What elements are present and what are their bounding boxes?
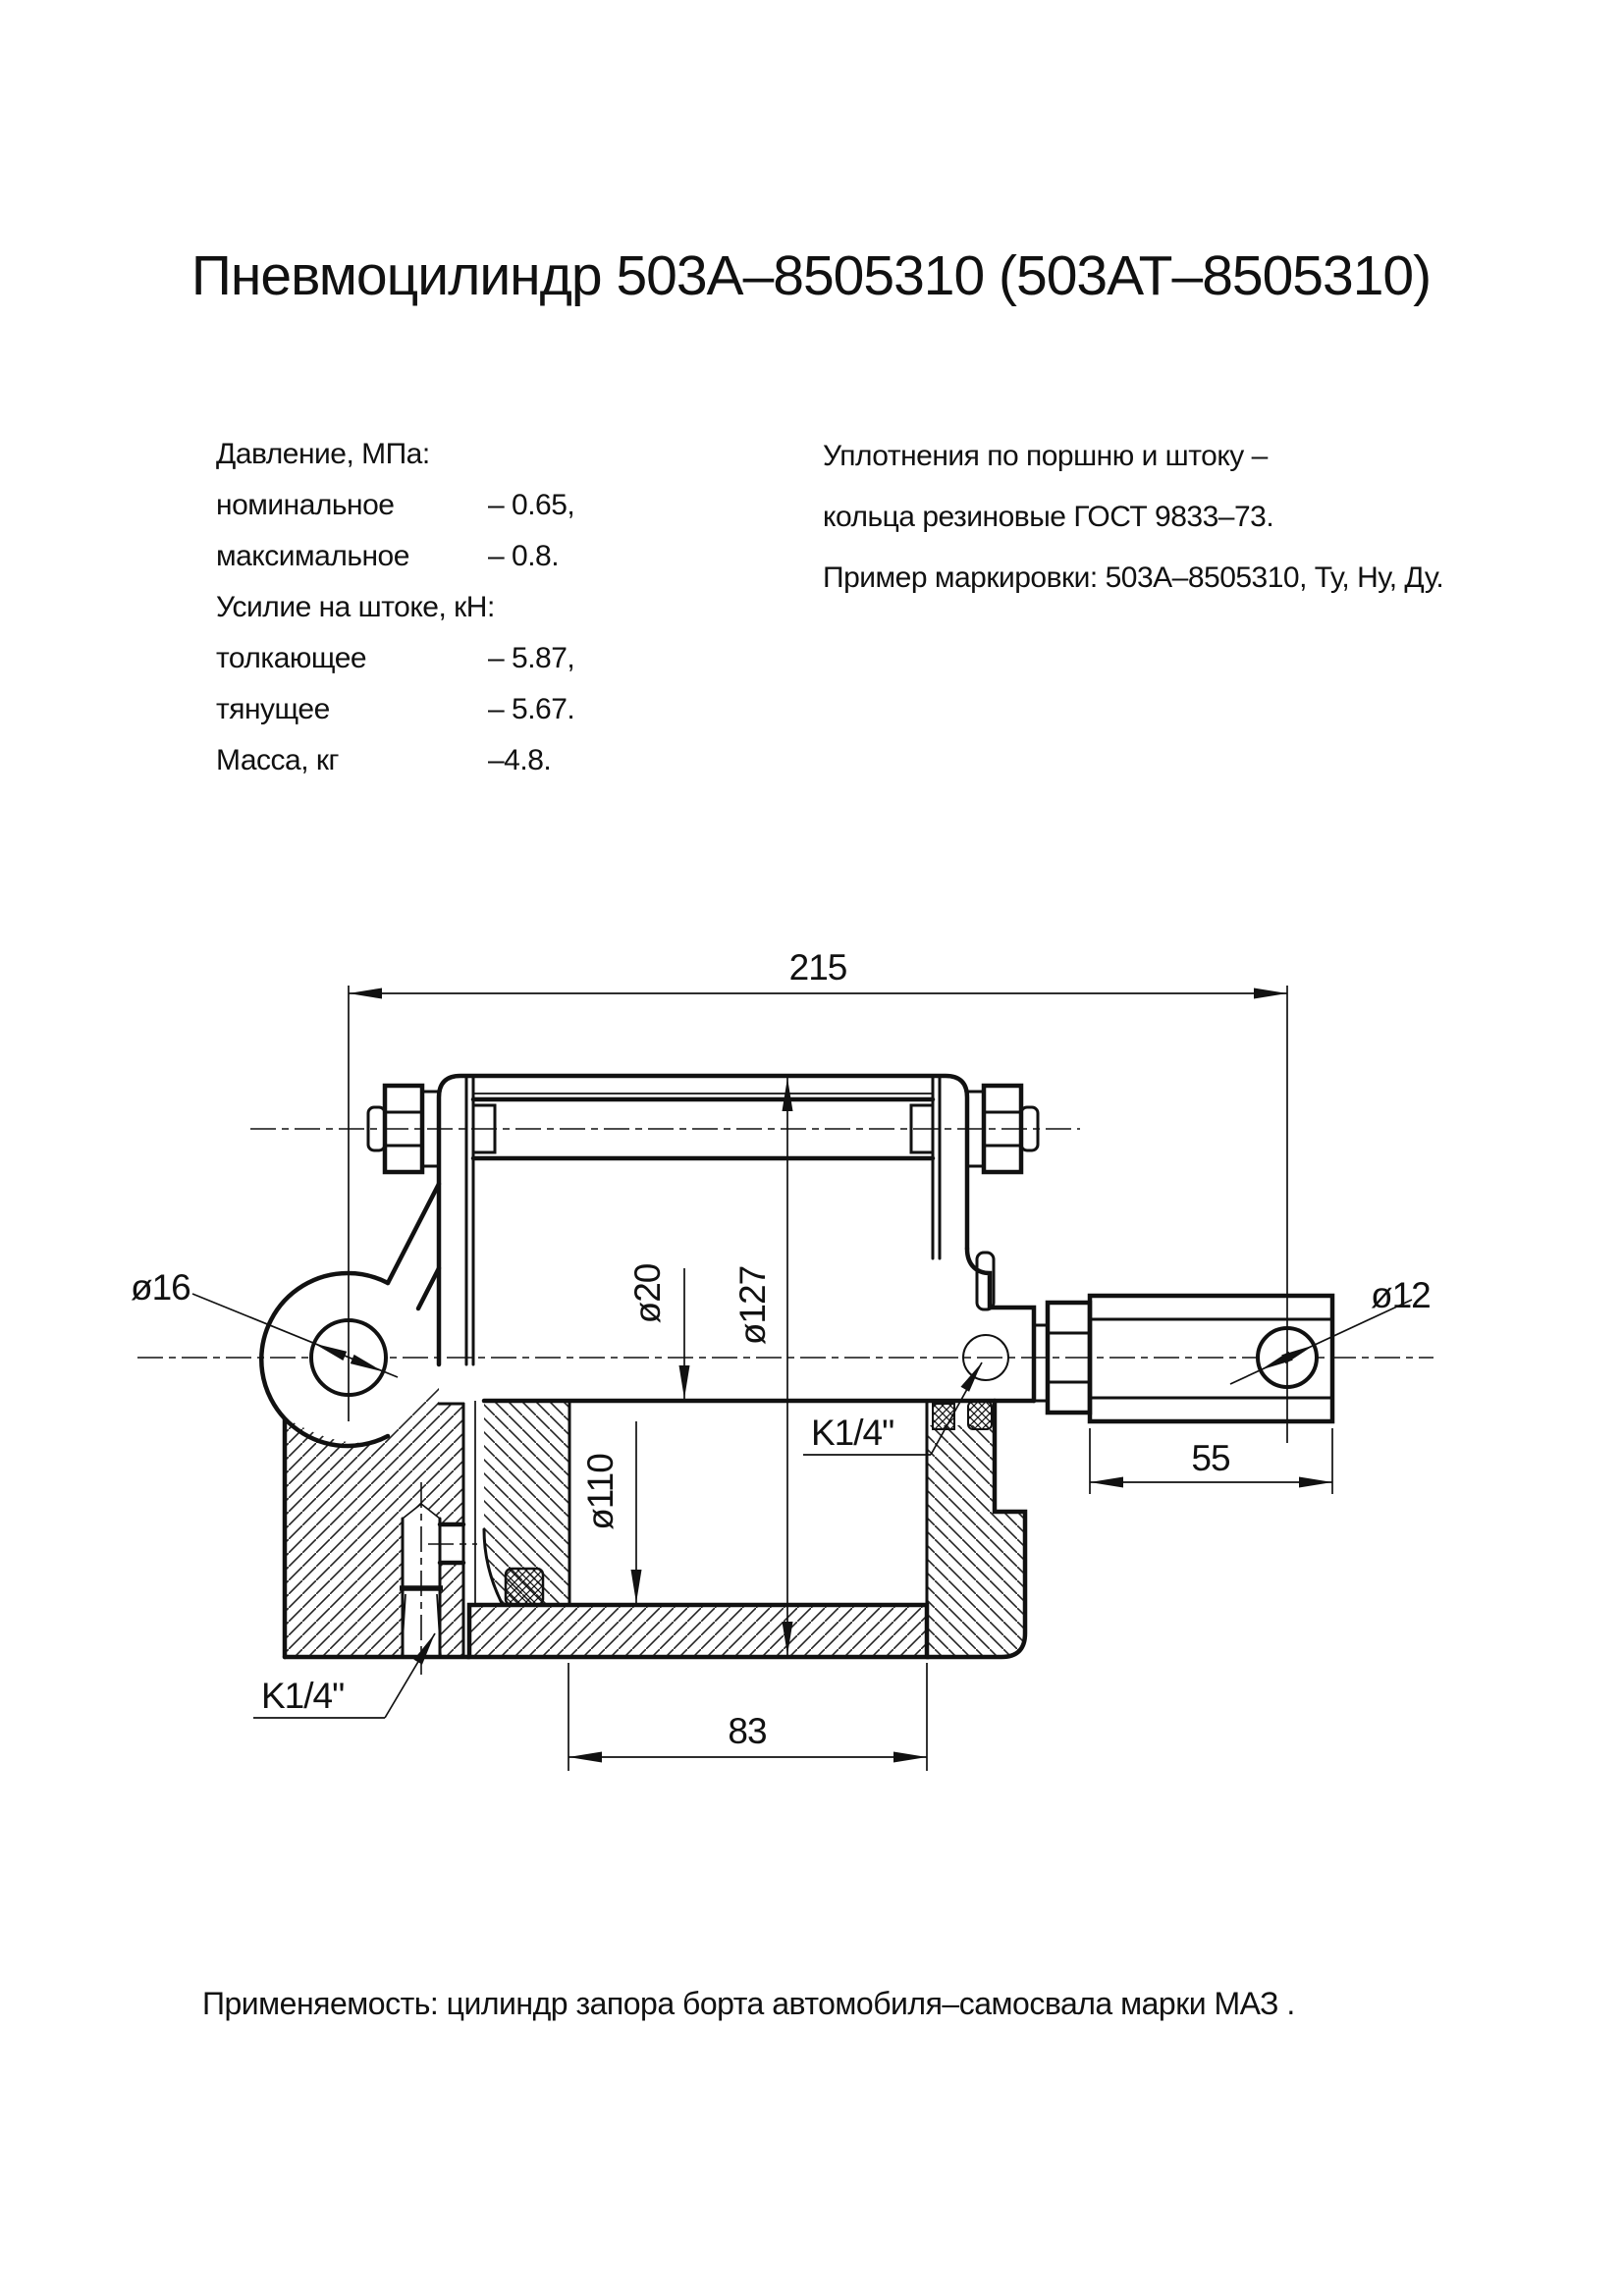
spec-label: Усилие на штоке, кН: xyxy=(216,591,495,623)
bracket-inner-edge xyxy=(418,1268,439,1308)
dim-rod-end-length xyxy=(1090,1428,1332,1494)
spec-value: – 5.87, xyxy=(488,642,575,674)
page-title: Пневмоцилиндр 503А–8505310 (503АТ–8505310) xyxy=(190,244,1432,307)
dim-text-83: 83 xyxy=(728,1711,767,1751)
sealing-line: кольца резиновые ГОСТ 9833–73. xyxy=(823,501,1274,533)
sealing-line: Уплотнения по поршню и штоку – xyxy=(823,440,1268,472)
dim-text-16: ø16 xyxy=(131,1267,190,1308)
spec-label: максимальное xyxy=(216,540,409,572)
sealing-note xyxy=(823,440,1443,594)
spec-value: – 0.8. xyxy=(488,540,560,572)
spec-label: толкающее xyxy=(216,642,367,674)
dim-bore-diameter xyxy=(580,1421,642,1603)
dim-text-127: ø127 xyxy=(732,1265,773,1346)
section-right-wall xyxy=(927,1425,1025,1657)
dim-text-12: ø12 xyxy=(1371,1275,1431,1315)
dim-text-port-bottom: K1/4" xyxy=(261,1676,345,1716)
dim-text-port-top: K1/4" xyxy=(811,1413,894,1453)
dim-text-55: 55 xyxy=(1191,1438,1230,1478)
spec-value: – 5.67. xyxy=(488,693,575,725)
dim-text-110: ø110 xyxy=(580,1454,621,1530)
dim-text-20: ø20 xyxy=(627,1263,668,1324)
spec-label: Давление, МПа: xyxy=(216,438,430,470)
cylinder-shell-outline xyxy=(439,1076,967,1364)
bracket-outer-edge xyxy=(388,1184,439,1283)
spec-label: Масса, кг xyxy=(216,744,339,776)
application-note: Применяемость: цилиндр запора борта автомобиля–самосвала марки МАЗ . xyxy=(202,1986,1295,2021)
spec-label: номинальное xyxy=(216,489,395,521)
spec-block xyxy=(216,438,574,776)
sealing-line: Пример маркировки: 503А–8505310, Ту, Ну, Ду. xyxy=(823,561,1444,594)
section-tube-wall xyxy=(469,1605,927,1657)
rod-seal-oring xyxy=(968,1402,992,1429)
dim-overall-length xyxy=(349,947,1287,1443)
spec-value: –4.8. xyxy=(488,744,552,776)
spec-label: тянущее xyxy=(216,693,330,725)
spec-value: – 0.65, xyxy=(488,489,575,521)
dim-text-215: 215 xyxy=(788,947,847,988)
dim-bore-depth xyxy=(568,1663,927,1771)
dim-body-diameter xyxy=(732,1078,793,1655)
piston-seal-oring xyxy=(506,1569,543,1605)
dim-rod-diameter xyxy=(627,1263,690,1399)
